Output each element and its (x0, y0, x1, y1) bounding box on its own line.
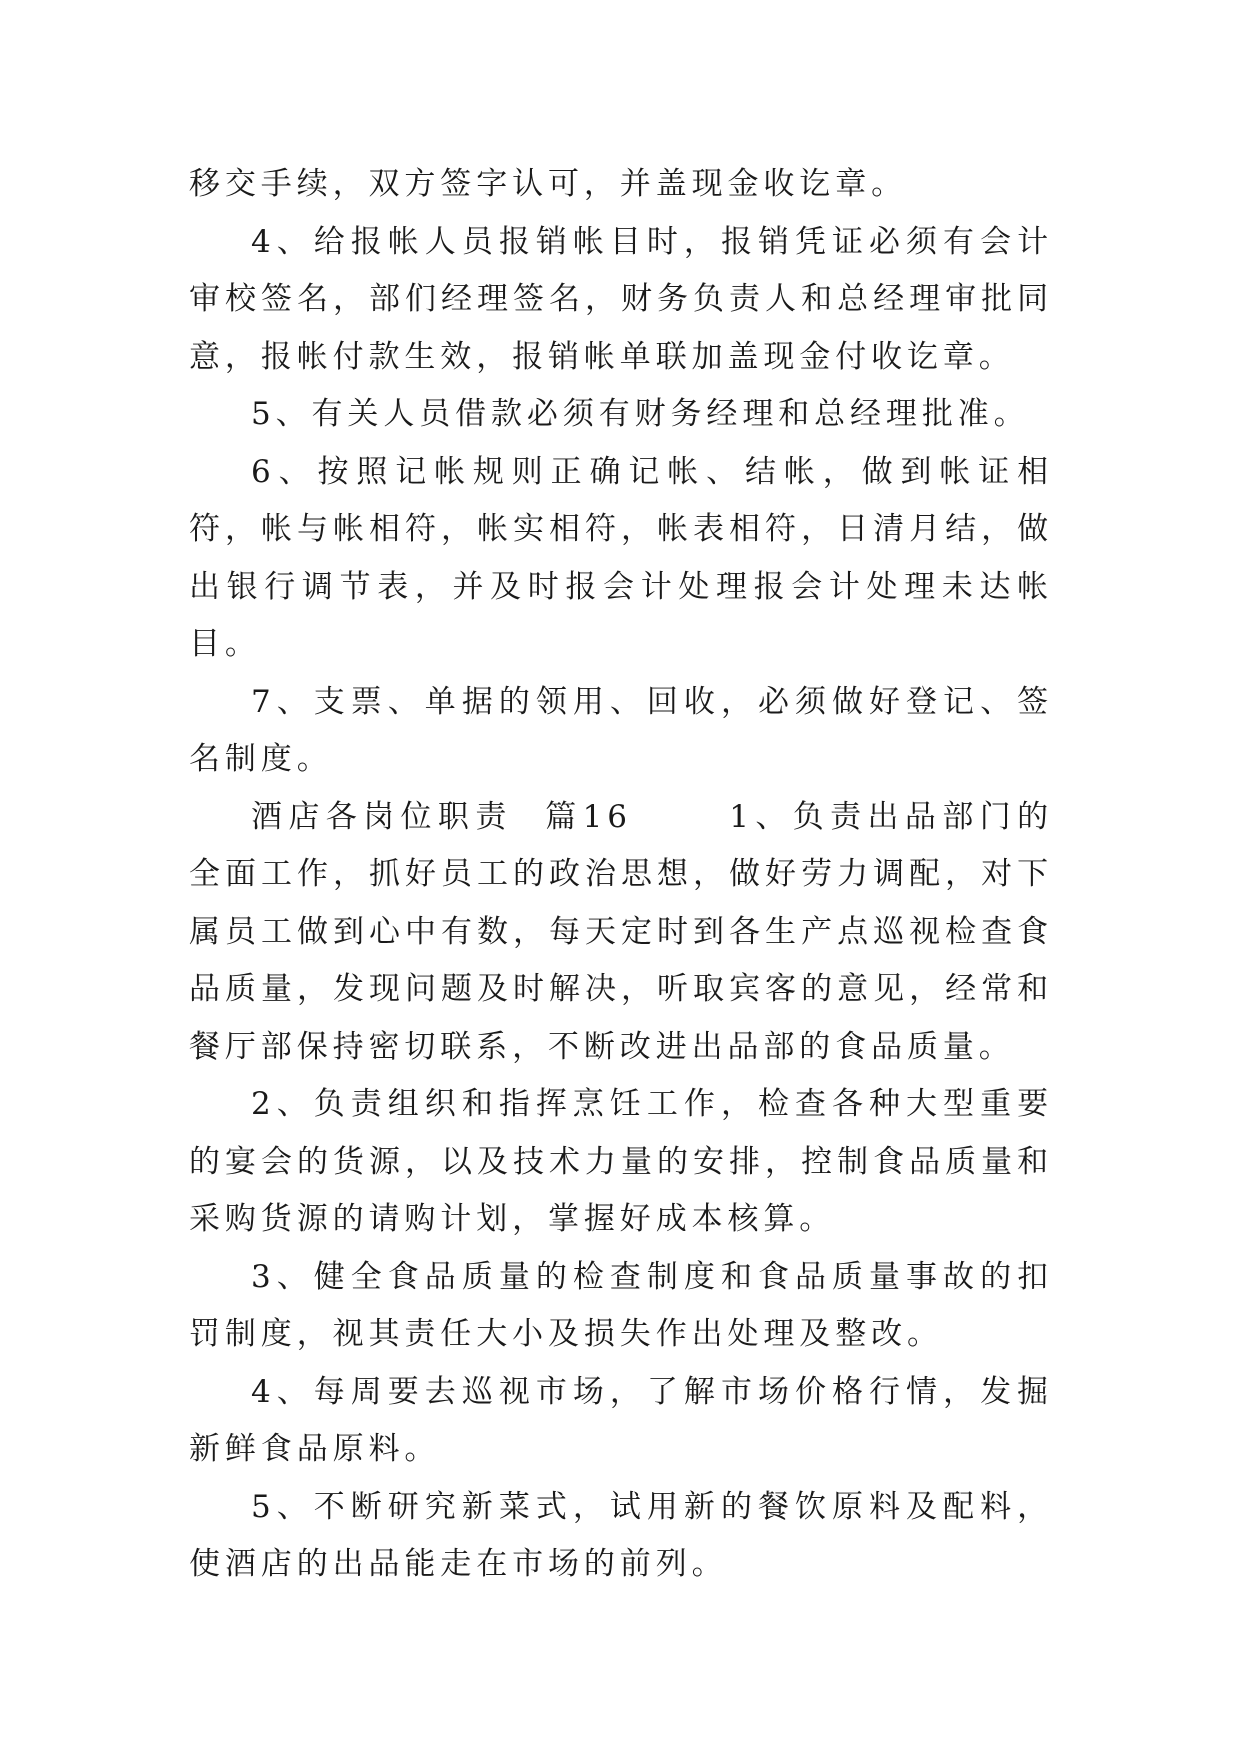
document-page (189, 156, 1053, 1594)
paragraph-item-4-reimbursement: 4、给报帐人员报销帐目时，报销凭证必须有会计审校签名，部们经理签名，财务负责人和总经理审批同意，报帐付款生效，报销帐单联加盖现金付收讫章。 (189, 223, 1053, 375)
paragraph-section-16-item-4: 4、每周要去巡视市场，了解市场价格行情，发掘新鲜食品原料。 (189, 1373, 1053, 1467)
paragraph-section-16-item-5: 5、不断研究新菜式，试用新的餐饮原料及配料，使酒店的出品能走在市场的前列。 (189, 1488, 1053, 1582)
paragraph-section-16-item-2: 2、负责组织和指挥烹饪工作，检查各种大型重要的宴会的货源，以及技术力量的安排，控制食品质量和采购货源的请购计划，掌握好成本核算。 (189, 1086, 1053, 1237)
paragraph-section-16-item-1: 酒店各岗位职责 篇16 1、负责出品部门的全面工作，抓好员工的政治思想，做好劳力调配，对下属员工做到心中有数，每天定时到各生产点巡视检查食品质量，发现问题及时解决，听取宾客的意见，经常和餐厅部保持密切联系，不断改进出品部的食品质量。 (189, 798, 1053, 1065)
paragraph-item-6-bookkeeping: 6、按照记帐规则正确记帐、结帐，做到帐证相符，帐与帐相符，帐实相符，帐表相符，日清月结，做出银行调节表，并及时报会计处理报会计处理未达帐目。 (189, 453, 1053, 662)
paragraph-item-7-checks: 7、支票、单据的领用、回收，必须做好登记、签名制度。 (189, 683, 1053, 777)
paragraph-section-16-item-3: 3、健全食品质量的检查制度和食品质量事故的扣罚制度，视其责任大小及损失作出处理及整改。 (189, 1258, 1053, 1352)
paragraph-item-5-loans: 5、有关人员借款必须有财务经理和总经理批准。 (251, 396, 1030, 432)
paragraph-continuation: 移交手续，双方签字认可，并盖现金收讫章。 (189, 166, 907, 202)
